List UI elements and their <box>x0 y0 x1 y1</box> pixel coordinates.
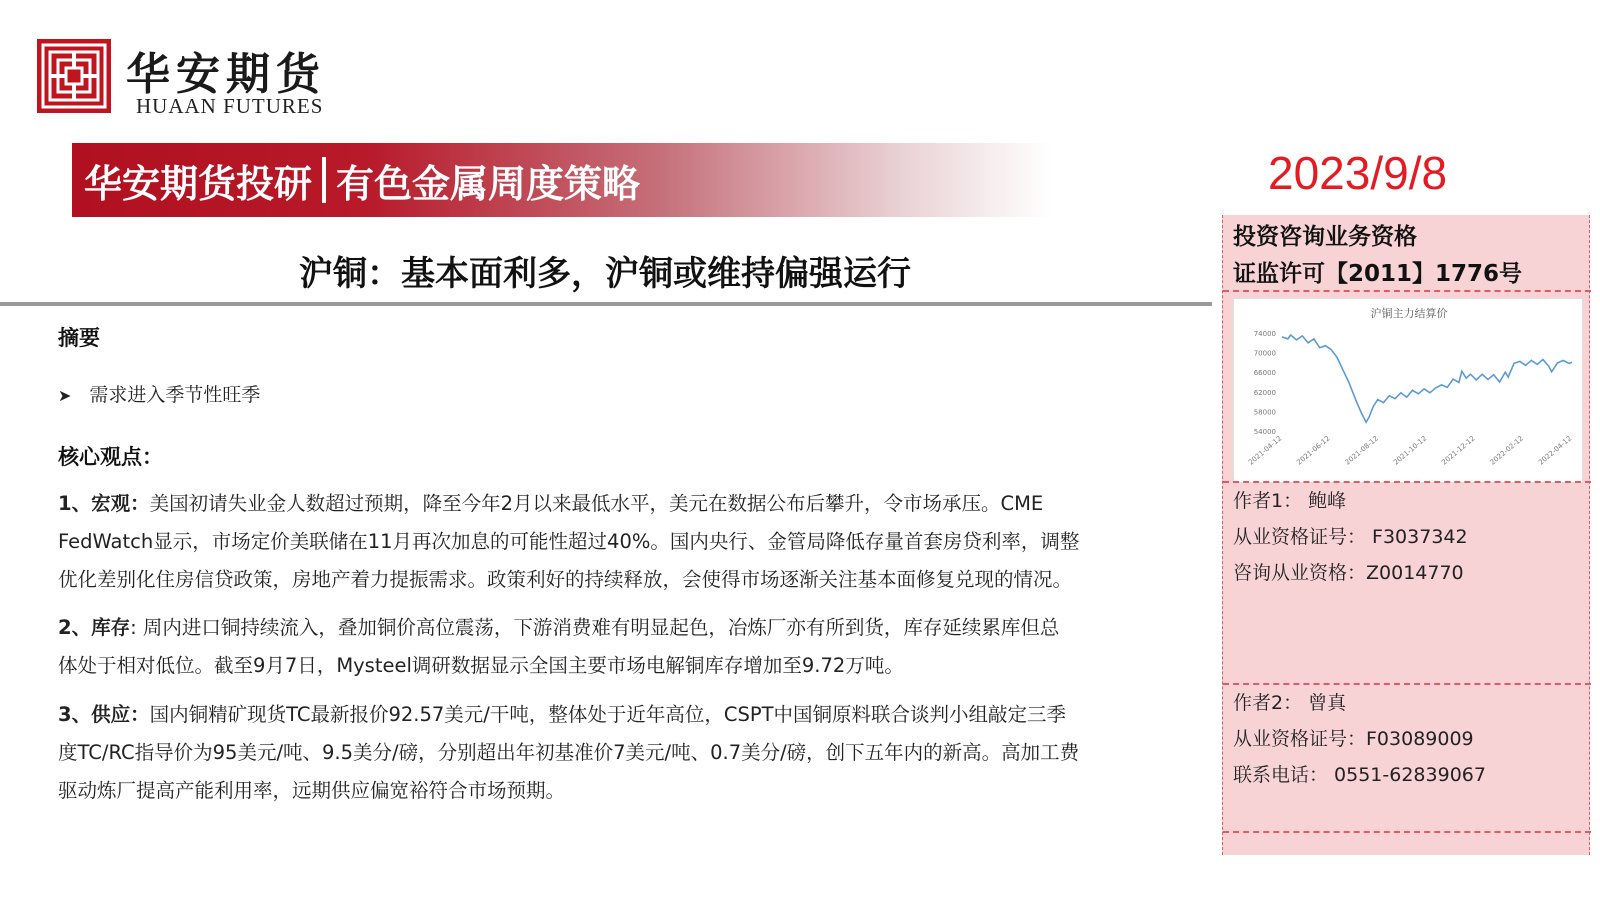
report-date: 2023/9/8 <box>1268 147 1448 199</box>
author1-consult: 咨询从业资格：Z0014770 <box>1233 562 1464 584</box>
author2-cert: 从业资格证号：F03089009 <box>1233 728 1474 750</box>
y-tick-label: 54000 <box>1253 428 1276 436</box>
core-point-inventory <box>58 609 1198 685</box>
paragraph-line: FedWatch显示，市场定价美联储在11月再次加息的可能性超过40%。国内央行、金管局降低存量首套房贷利率，调整 <box>58 530 1080 553</box>
chart-title: 沪铜主力结算价 <box>1370 307 1448 320</box>
y-tick-label: 62000 <box>1253 388 1276 397</box>
paragraph-line: 2、库存: 周内进口铜持续流入，叠加铜价高位震荡，下游消费难有明显起色，冶炼厂亦有所到货，库存延续累库但总 <box>58 616 1060 639</box>
point-label: 2、库存 <box>58 616 131 639</box>
series-line <box>1282 335 1572 422</box>
author2-phone: 联系电话： 0551-62839067 <box>1233 764 1486 786</box>
report-headline: 沪铜：基本面利多，沪铜或维持偏强运行 <box>299 254 911 294</box>
y-tick-label: 66000 <box>1253 369 1276 378</box>
price-chart-svg <box>1234 299 1584 484</box>
core-point-supply <box>58 696 1198 810</box>
headline-divider <box>0 302 1212 306</box>
author1-name: 作者1： 鲍峰 <box>1233 490 1347 512</box>
qualification-block <box>1233 219 1522 293</box>
paragraph-line: 度TC/RC指导价为95美元/吨、9.5美分/磅，分别超出年初基准价7美元/吨、0.7美分/磅，创下五年内的新高。高加工费 <box>58 741 1080 764</box>
logo-chinese-name: 华安期货 <box>126 49 326 100</box>
logo-emblem-icon <box>36 38 112 114</box>
arrow-right-icon: ➤ <box>58 386 72 405</box>
logo-english-name: HUAAN FUTURES <box>136 94 324 118</box>
x-tick-label: 2021-10-12 <box>1391 434 1429 467</box>
x-tick-label: 2021-12-12 <box>1440 434 1477 467</box>
banner-divider <box>322 157 326 203</box>
price-chart <box>1233 298 1583 483</box>
core-point-macro <box>58 485 1198 599</box>
company-logo <box>36 38 336 118</box>
qualification-title: 投资咨询业务资格 <box>1233 224 1417 250</box>
author2-name: 作者2： 曾真 <box>1233 692 1347 714</box>
paragraph-line: 体处于相对低位。截至9月7日，Mysteel调研数据显示全国主要市场电解铜库存增加至9.72万吨。 <box>58 654 904 677</box>
y-tick-label: 58000 <box>1253 408 1276 417</box>
y-tick-label: 70000 <box>1253 349 1276 358</box>
summary-bullet-text: 需求进入季节性旺季 <box>89 384 261 406</box>
x-tick-label: 2022-04-12 <box>1536 434 1574 467</box>
point-label: 1、宏观： <box>58 492 150 515</box>
banner-left-title: 华安期货投研 <box>84 161 313 206</box>
core-title: 核心观点： <box>58 445 163 469</box>
summary-title: 摘要 <box>58 326 100 350</box>
sidebar-divider <box>1223 831 1591 833</box>
summary-bullet <box>58 380 260 407</box>
x-tick-label: 2021-04-12 <box>1246 434 1284 467</box>
x-tick-label: 2022-02-12 <box>1488 434 1525 467</box>
author2-block <box>1233 685 1486 793</box>
point-label: 3、供应： <box>58 703 150 726</box>
paragraph-line: 1、宏观：美国初请失业金人数超过预期，降至今年2月以来最低水平，美元在数据公布后攀升，令市场承压。CME <box>58 492 1044 515</box>
author1-block <box>1233 483 1468 591</box>
report-banner <box>72 143 1052 217</box>
paragraph-line: 优化差别化住房信贷政策，房地产着力提振需求。政策利好的持续释放，会使得市场逐渐关注基本面修复兑现的情况。 <box>58 568 1073 591</box>
license-number: 证监许可【2011】1776号 <box>1233 261 1523 287</box>
banner-right-title: 有色金属周度策略 <box>336 161 641 206</box>
author-sidebar <box>1222 215 1590 855</box>
x-tick-label: 2021-06-12 <box>1295 434 1332 467</box>
author1-cert: 从业资格证号： F3037342 <box>1233 526 1468 548</box>
paragraph-line: 3、供应：国内铜精矿现货TC最新报价92.57美元/干吨，整体处于近年高位，CSPT中国铜原料联合谈判小组敲定三季 <box>58 703 1067 726</box>
x-tick-label: 2021-08-12 <box>1343 434 1380 467</box>
paragraph-line: 驱动炼厂提高产能利用率，远期供应偏宽裕符合市场预期。 <box>58 779 566 802</box>
y-tick-label: 74000 <box>1253 330 1276 338</box>
sidebar-divider <box>1223 290 1591 292</box>
